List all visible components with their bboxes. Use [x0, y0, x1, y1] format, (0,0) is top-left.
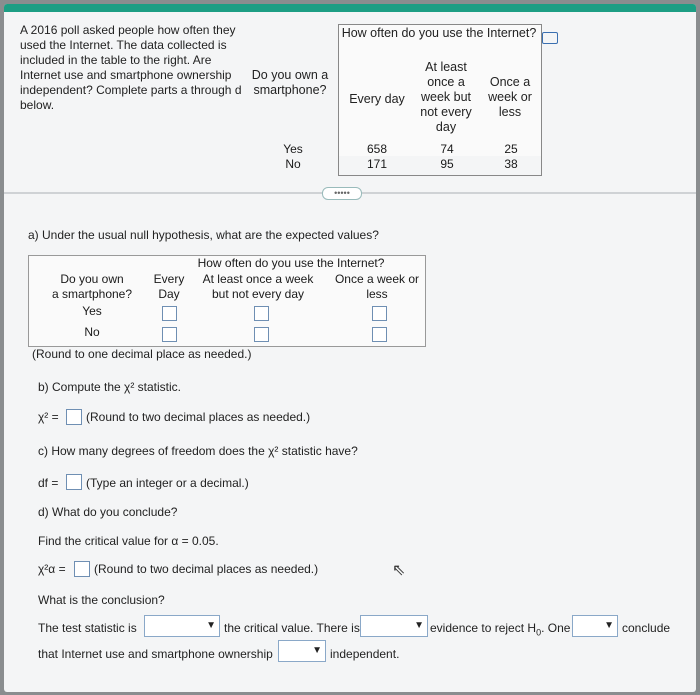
expected-col1-line1: Every — [153, 272, 185, 286]
expected-no-at-least-input[interactable] — [254, 327, 269, 342]
expected-row-header-1: Do you own — [60, 272, 124, 286]
cell-no-every-day: 171 — [366, 157, 388, 171]
cell-no-at-least: 95 — [440, 157, 454, 171]
conclusion-text-7: independent. — [330, 647, 400, 661]
row-no-label: No — [285, 157, 301, 171]
expected-yes-once-input[interactable] — [372, 306, 387, 321]
cell-yes-once: 25 — [504, 142, 518, 156]
data-table-group-header: How often do you use the Internet? — [341, 26, 537, 40]
conclusion-text-1: The test statistic is — [38, 621, 137, 635]
conclusion-text-2: the critical value. There is — [224, 621, 360, 635]
dots-icon[interactable]: ••••• — [322, 187, 362, 200]
col-at-least-header: At least once a week but not every day — [420, 60, 472, 134]
col-once-header: Once a week or less — [488, 75, 532, 119]
chi-square-input[interactable] — [66, 409, 82, 425]
expected-row-header-2: a smartphone? — [51, 287, 133, 301]
part-b-question: b) Compute the χ² statistic. — [38, 380, 182, 394]
part-c-note: (Type an integer or a decimal.) — [86, 476, 249, 490]
data-table-row-header: Do you own a smartphone? — [251, 68, 329, 97]
comparison-dropdown[interactable] — [144, 615, 220, 637]
chevron-down-icon: ▼ — [206, 620, 216, 631]
cell-yes-at-least: 74 — [440, 142, 454, 156]
data-table — [242, 24, 540, 176]
part-d-note: (Round to two decimal places as needed.) — [94, 562, 319, 576]
expected-col1-line2: Day — [158, 287, 180, 301]
expected-row-yes: Yes — [82, 304, 102, 318]
col-every-day-header: Every day — [349, 92, 405, 106]
expected-col2-line2: but not every day — [211, 287, 305, 301]
chevron-down-icon: ▼ — [414, 620, 424, 631]
expected-no-once-input[interactable] — [372, 327, 387, 342]
expected-table — [28, 255, 426, 347]
df-input[interactable] — [66, 474, 82, 490]
mouse-cursor-icon: ⇖ — [392, 562, 406, 579]
expected-col3-line2: less — [366, 287, 388, 301]
evidence-dropdown[interactable] — [360, 615, 428, 637]
conclusion-text-6: that Internet use and smartphone ownership — [38, 647, 273, 661]
part-c-question: c) How many degrees of freedom does the χ² statistic have? — [38, 444, 358, 458]
header-bar — [4, 4, 696, 12]
question-page — [4, 4, 696, 692]
conclusion-prompt: What is the conclusion? — [38, 593, 165, 607]
intro-text: A 2016 poll asked people how often they used the Internet. The data collected is included in the table to the right. Are Internet use and smartphone ownership independent? Complete parts a through d below. — [20, 23, 242, 112]
expected-row-no: No — [84, 325, 100, 339]
part-a-question: a) Under the usual null hypothesis, what are the expected values? — [28, 228, 379, 242]
row-yes-label: Yes — [283, 142, 303, 156]
df-label: df = — [38, 476, 59, 490]
critical-value-prompt: Find the critical value for α = 0.05. — [38, 534, 219, 548]
expected-yes-every-day-input[interactable] — [162, 306, 177, 321]
part-d-question: d) What do you conclude? — [38, 505, 178, 519]
expected-yes-at-least-input[interactable] — [254, 306, 269, 321]
cell-no-once: 38 — [504, 157, 518, 171]
copy-icon[interactable] — [542, 32, 558, 44]
critical-value-input[interactable] — [74, 561, 90, 577]
part-b-note: (Round to two decimal places as needed.) — [86, 410, 311, 424]
independence-dropdown[interactable] — [278, 640, 326, 662]
part-a-note: (Round to one decimal place as needed.) — [32, 347, 252, 361]
critical-value-label: χ²α = — [38, 562, 66, 576]
expected-col3-line1: Once a week or — [334, 272, 420, 286]
cell-yes-every-day: 658 — [366, 142, 388, 156]
expected-group-header: How often do you use the Internet? — [197, 256, 385, 270]
chi-square-label: χ² = — [38, 410, 59, 424]
expected-col2-line1: At least once a week — [202, 272, 314, 286]
conclude-dropdown[interactable] — [572, 615, 618, 637]
chevron-down-icon: ▼ — [604, 620, 614, 631]
conclusion-text-3: evidence to reject $H_0$. One — [430, 621, 571, 638]
conclusion-text-5: conclude — [622, 621, 671, 635]
expected-no-every-day-input[interactable] — [162, 327, 177, 342]
chevron-down-icon: ▼ — [312, 645, 322, 656]
